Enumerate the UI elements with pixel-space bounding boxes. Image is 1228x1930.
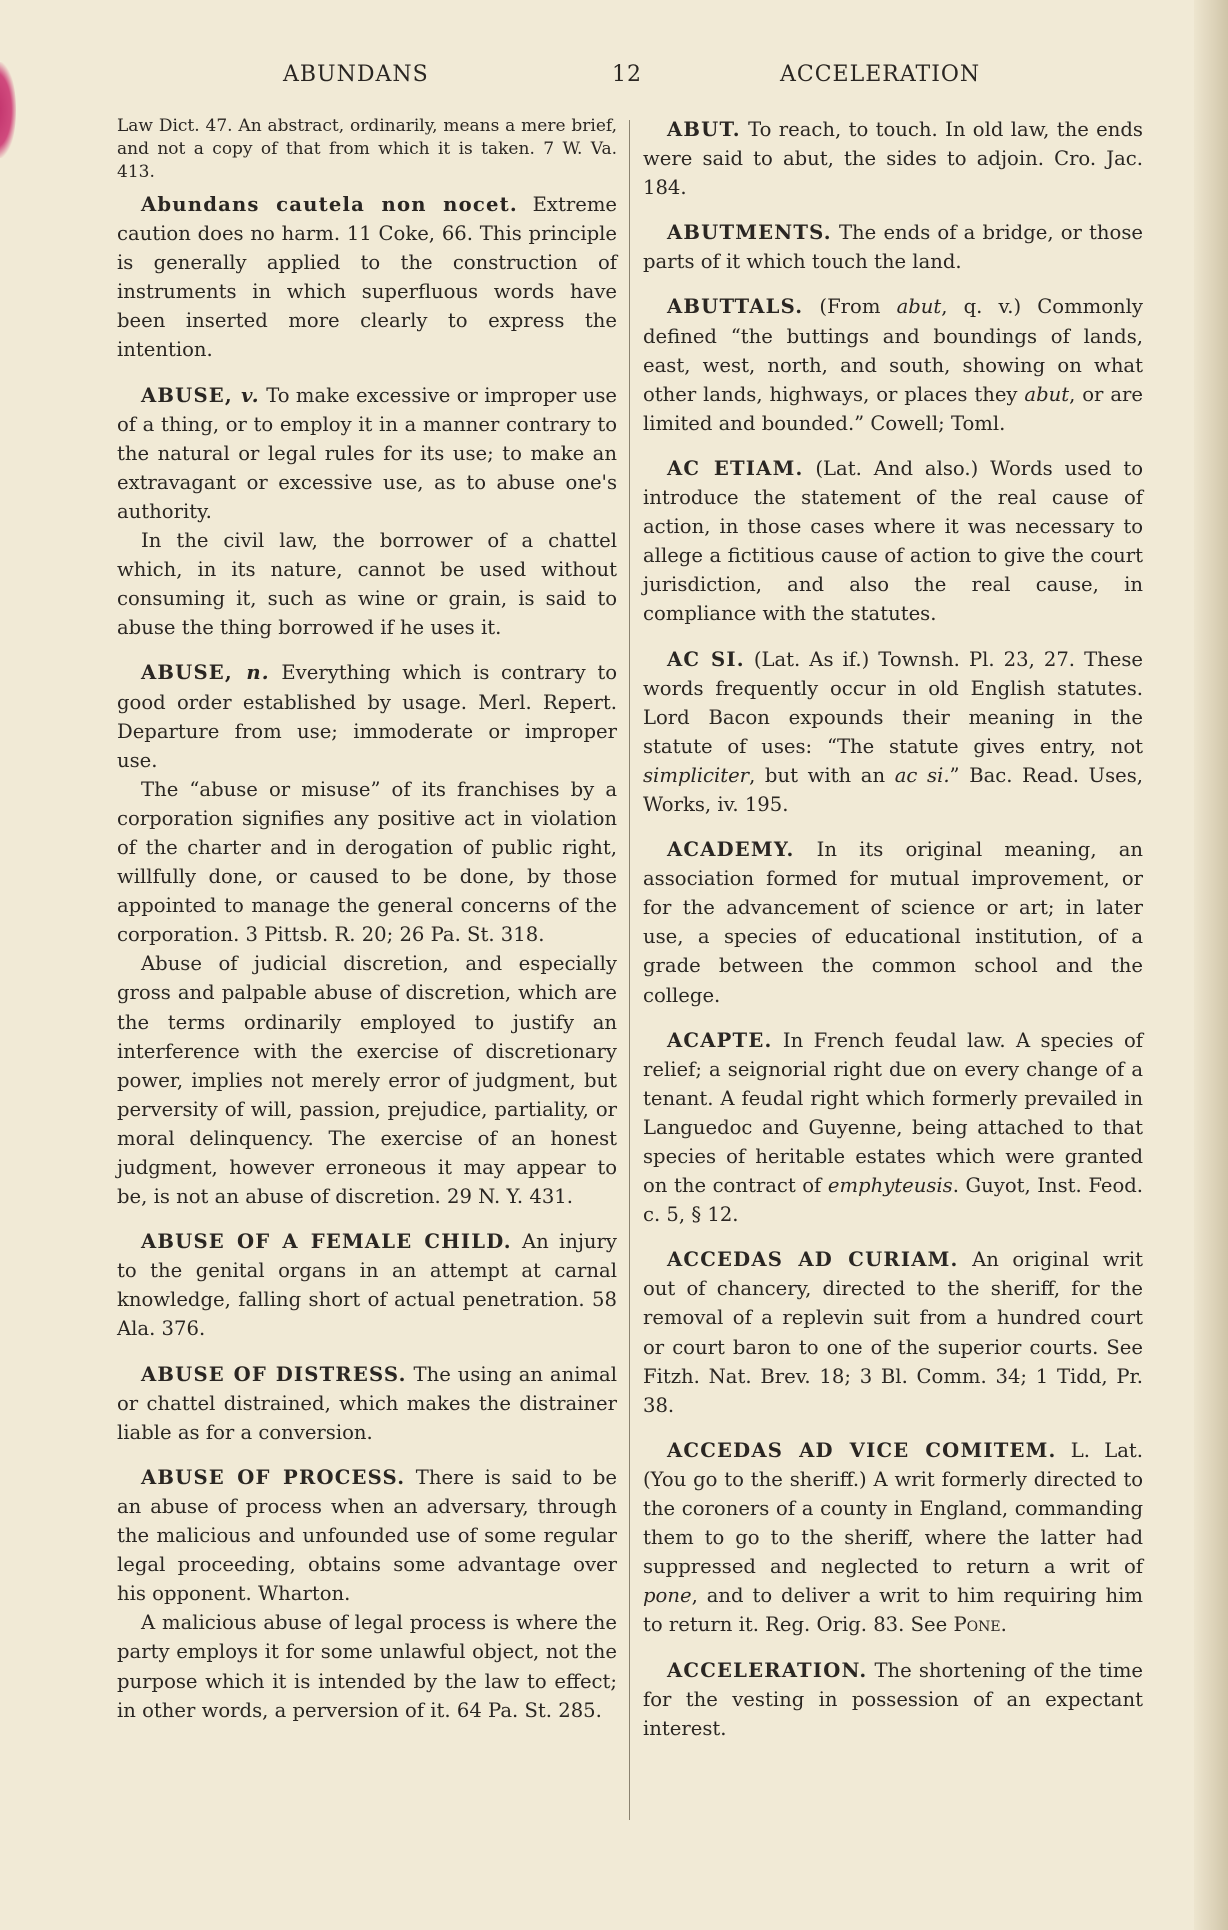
- entry-term: ABUSE OF PROCESS.: [141, 1465, 406, 1489]
- entry-term: ACAPTE.: [667, 1028, 773, 1052]
- entry-ac-si: [643, 645, 1143, 820]
- italic-term: ac si.: [894, 763, 950, 787]
- entry-paragraph: In the civil law, the borrower of a chattel which, in its nature, cannot be used without consuming it, such as wine or grain, is said to abuse the thing borrowed if he uses it.: [117, 529, 617, 640]
- entry-term: ACCEDAS AD VICE COMITEM.: [667, 1438, 1057, 1462]
- entry-text: To make excessive or improper use of a thing, or to employ it in a manner contrary to the natural or legal rules for its use; to make an extravagant or excessive use, as to abuse one's authority.: [117, 383, 617, 523]
- right-column: [643, 115, 1143, 1759]
- part-of-speech: v.: [241, 383, 260, 407]
- entry-paragraph: The “abuse or misuse” of its franchises by a corporation signifies any positive act in violation of the charter and in derogation of public right, willfully done, or caused to be done, by those appointed to manage the general concerns of the corporation. 3 Pittsb. R. 20; 26 Pa. St. 318.: [117, 777, 617, 947]
- entry-text: The using an animal or chattel distrained, which makes the distrainer liable as for a conversion.: [117, 1362, 617, 1444]
- entry-text: In its original meaning, an association formed for mutual improvement, or for the advancement of science or art; in later use, a species of educational institution, of a grade between the common school and the college.: [643, 838, 1143, 1007]
- entry-text: , q. v.) Commonly defined “the buttings and boundings of lands, east, west, north, and south, showing on what other lands, highways, or places they: [643, 295, 1143, 406]
- entry-text: (Lat. As if.) Townsh. Pl. 23, 27. These words frequently occur in old English statutes. Lord Bacon expounds their meaning in the statute of uses: “The statute gives entry, not: [643, 647, 1144, 758]
- entry-paragraph: Abuse of judicial discretion, and especially gross and palpable abuse of discretion, which are the terms ordinarily employed to justify an interference with the exercise of discretionary power, implies not merely error of judgment, but perversity of will, passion, prejudice, partiality, or moral delinquency. The exercise of an honest judgment, however erroneous it may appear to be, is not an abuse of discretion. 29 N. Y. 431.: [117, 952, 617, 1209]
- entry-term: ABUTMENTS.: [667, 221, 832, 245]
- part-of-speech: n.: [246, 661, 270, 685]
- entry-text: Everything which is contrary to good order established by usage. Merl. Repert. Departure from use; immoderate or improper use.: [117, 661, 617, 772]
- entry-acceleration: [643, 1656, 1143, 1743]
- entry-abut: [643, 115, 1143, 202]
- entry-text: Extreme caution does no harm. 11 Coke, 66. This principle is generally applied to the construction of instruments in which superfluous words have been inserted more clearly to express the intention.: [117, 193, 617, 362]
- header-first-term: ABUNDANS: [283, 62, 429, 87]
- entry-text: The ends of a bridge, or those parts of it which touch the land.: [643, 221, 1143, 274]
- entry-accedas-ad-vice-comitem: [643, 1436, 1143, 1640]
- entry-accedas-ad-curiam: [643, 1245, 1143, 1420]
- entry-text: , or are limited and bounded.” Cowell; Toml.: [643, 382, 1143, 435]
- entry-text: , and to deliver a writ to him requiring him to return it. Reg. Orig. 83. See: [643, 1584, 1143, 1637]
- entry-abuse-distress: [117, 1360, 617, 1447]
- entry-text: ” Bac. Read. Uses, Works, iv. 195.: [643, 763, 1143, 816]
- entry-abuse-process: [117, 1463, 617, 1725]
- entry-text: An injury to the genital organs in an attempt at carnal knowledge, falling short of actual penetration. 58 Ala. 376.: [117, 1230, 617, 1341]
- page-edge-shadow: [1194, 0, 1228, 1930]
- entry-text: The shortening of the time for the vesting in possession of an expectant interest.: [643, 1658, 1143, 1740]
- entry-term: Abundans cautela non nocet.: [141, 193, 518, 216]
- entry-academy: [643, 835, 1143, 1010]
- italic-term: pone: [643, 1584, 692, 1608]
- entry-term: ACCEDAS AD CURIAM.: [667, 1248, 959, 1272]
- entry-term: AC ETIAM.: [667, 456, 804, 480]
- entry-text: , but with an: [749, 763, 895, 787]
- italic-term: abut: [1024, 382, 1070, 406]
- entry-term: ABUSE OF DISTRESS.: [141, 1362, 407, 1386]
- italic-term: emphyteusis: [827, 1174, 953, 1198]
- italic-term: simpliciter: [643, 763, 750, 787]
- entry-term: ACADEMY.: [667, 838, 795, 862]
- entry-text: In French feudal law. A species of relief; a seignorial right due on every change of a tenant. A feudal right which formerly prevailed in Languedoc and Guyenne, being attached to that species of heritable estates which were granted on the contract of: [643, 1028, 1143, 1198]
- entry-abuse-verb: [117, 381, 617, 643]
- entry-term: AC SI.: [667, 647, 745, 671]
- entry-ac-etiam: [643, 454, 1143, 629]
- continued-entry: Law Dict. 47. An abstract, ordinarily, means a mere brief, and not a copy of that from which it is taken. 7 W. Va. 413.: [117, 116, 617, 182]
- entry-abutments: [643, 218, 1143, 276]
- entry-term: ABUSE,: [141, 661, 247, 685]
- entry-term: ABUT.: [667, 118, 741, 141]
- entry-term: ACCELERATION.: [667, 1658, 868, 1682]
- entry-abundans-cautela: [117, 190, 617, 365]
- entry-text: (Lat. And also.) Words used to introduce the statement of the real cause of action, in those cases where it was necessary to allege a fictitious cause of action to give the court jurisdiction, and also the real cause, in compliance with the statutes.: [643, 456, 1143, 626]
- entry-text: There is said to be an abuse of process when an adversary, through the malicious and unfounded use of some regular legal proceeding, obtains some advantage over his opponent. Wharton.: [117, 1465, 617, 1606]
- entry-term: ABUSE OF A FEMALE CHILD.: [141, 1230, 512, 1254]
- entry-paragraph: A malicious abuse of legal process is where the party employs it for some unlawful object, not the purpose which it is intended by the law to effect; in other words, a perversion of it. 64 Pa. St. 285.: [117, 1611, 617, 1722]
- entry-text: L. Lat. (You go to the sheriff.) A writ formerly directed to the coroners of a county in England, commanding them to go to the sheriff, where the latter had suppressed and neglected to return a writ of: [643, 1438, 1143, 1579]
- entry-text: . Guyot, Inst. Feod. c. 5, § 12.: [643, 1174, 1144, 1227]
- entry-acapte: [643, 1026, 1143, 1230]
- column-divider: [629, 120, 630, 1820]
- running-header: [0, 62, 1228, 92]
- entry-term: ABUTTALS.: [667, 295, 804, 319]
- cross-reference: abut: [896, 295, 942, 319]
- page-number: 12: [612, 62, 642, 87]
- entry-abuse-female-child: [117, 1227, 617, 1343]
- entry-term: ABUSE,: [141, 383, 242, 407]
- entry-text: .: [1000, 1613, 1007, 1637]
- left-column: [117, 115, 617, 1741]
- entry-text: An original writ out of chancery, directed to the sheriff, for the removal of a replevin suit from a hundred court or court baron to one of the superior courts. See Fitzh. Nat. Brev. 18; 3 Bl. Comm. 34; 1 Tidd, Pr. 38.: [643, 1248, 1144, 1417]
- entry-text: (From: [803, 295, 897, 319]
- cross-reference: Pone: [953, 1613, 1001, 1637]
- entry-abuse-noun: [117, 658, 617, 1211]
- header-last-term: ACCELERATION: [780, 62, 981, 87]
- entry-text: To reach, to touch. In old law, the ends were said to abut, the sides to adjoin. Cro. Jac. 184.: [643, 118, 1143, 200]
- entry-abuttals: [643, 292, 1143, 437]
